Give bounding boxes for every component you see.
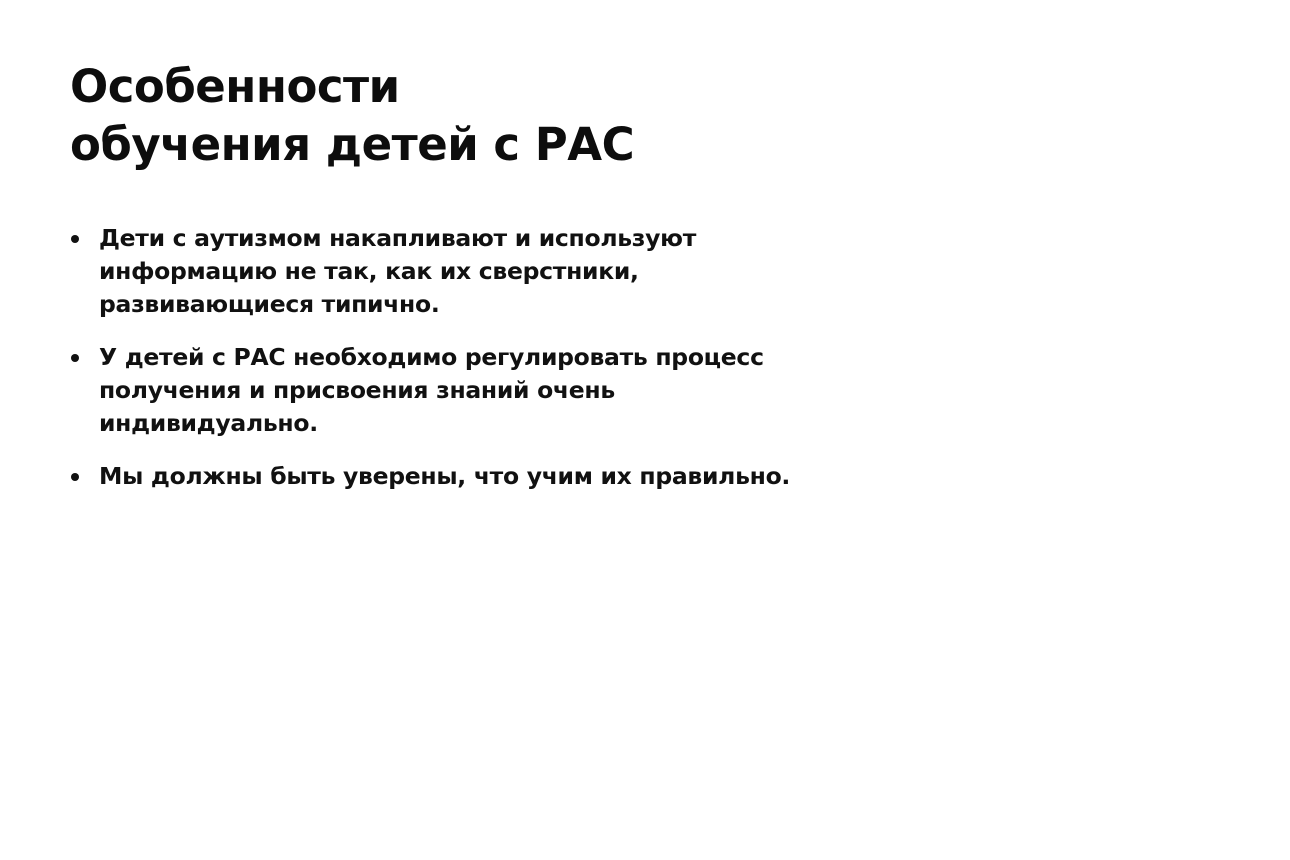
- bullet-line: индивидуально.: [99, 409, 318, 437]
- bullet-text: [99, 460, 830, 493]
- bullet-item-3: [70, 460, 830, 493]
- slide-title: [70, 58, 634, 174]
- bullet-line: развивающиеся типично.: [99, 290, 440, 318]
- bullet-text: [99, 222, 830, 321]
- bullet-dot-icon: [71, 354, 79, 362]
- bullet-item-2: [70, 341, 830, 440]
- bullet-list: [70, 222, 830, 513]
- slide-title-line-2: обучения детей с РАС: [70, 118, 635, 171]
- bullet-line: Мы должны быть уверены, что учим их правильно.: [99, 462, 791, 490]
- bullet-text: [99, 341, 830, 440]
- bullet-line: Дети с аутизмом накапливают и используют: [99, 224, 697, 252]
- bullet-line: У детей с РАС необходимо регулировать процесс: [99, 343, 764, 371]
- slide-title-line-1: Особенности: [70, 60, 400, 113]
- bullet-dot-icon: [71, 473, 79, 481]
- bullet-dot-icon: [71, 235, 79, 243]
- bullet-line: получения и присвоения знаний очень: [99, 376, 615, 404]
- bullet-line: информацию не так, как их сверстники,: [99, 257, 639, 285]
- bullet-item-1: [70, 222, 830, 321]
